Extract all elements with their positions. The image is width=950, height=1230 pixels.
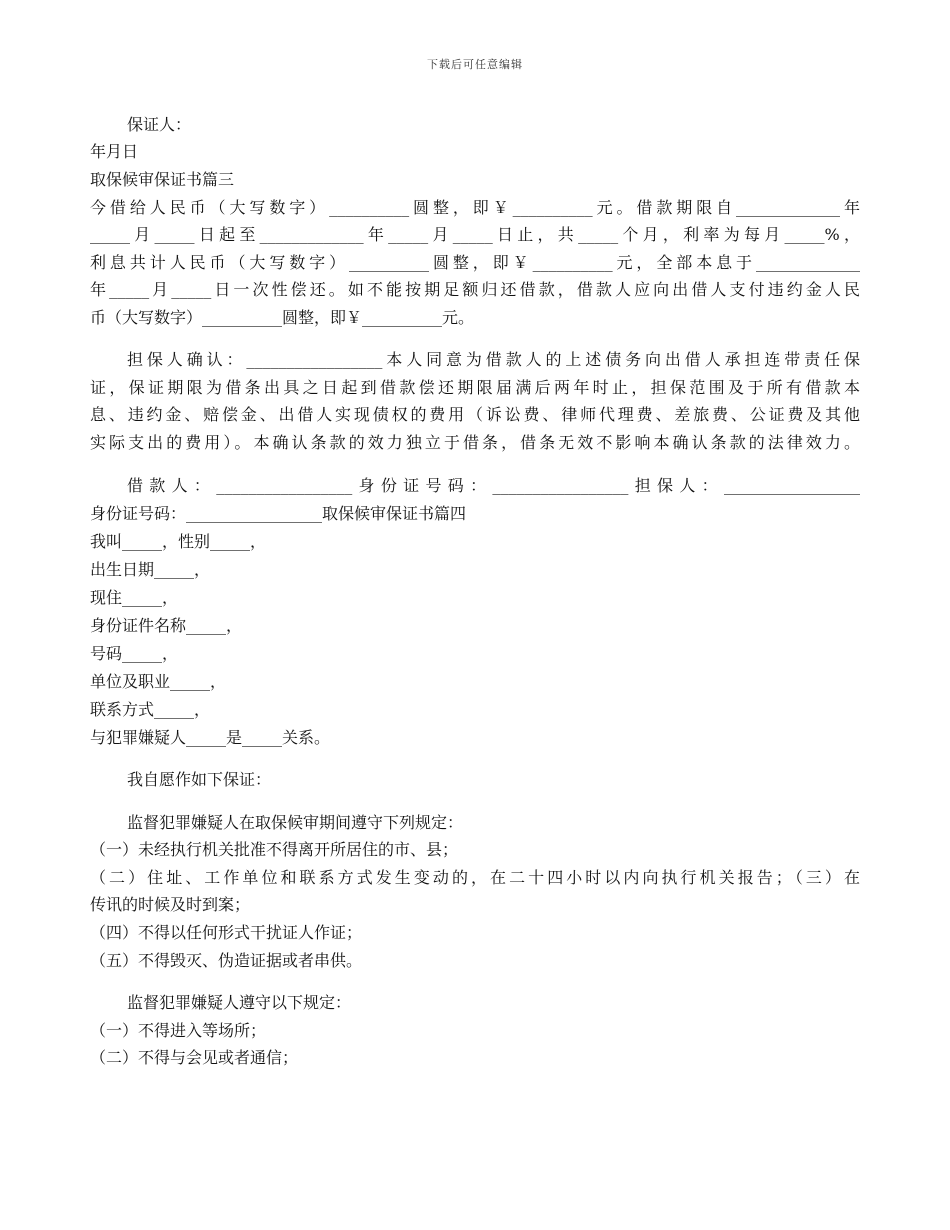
- rule-3-continued: 传讯的时候及时到案；: [90, 895, 251, 914]
- rule-1: （一）未经执行机关批准不得离开所居住的市、县；: [90, 840, 459, 859]
- date-line: 年月日: [90, 142, 139, 161]
- guarantee-paragraph-line-1: 担保人确认：_________________本人同意为借款人的上述债务向出借人承担连带责任保: [127, 350, 860, 369]
- rule-4: （四）不得以任何形式干扰证人作证；: [90, 923, 363, 942]
- loan-paragraph-line-4: 年_____月_____日一次性偿还。如不能按期足额归还借款，借款人应向出借人支付违约金人民: [90, 280, 860, 299]
- birthdate-line: 出生日期_____，: [90, 560, 211, 579]
- rule-b1: （一）不得进入等场所；: [90, 1021, 267, 1040]
- loan-paragraph-line-2: _____月_____日起至_____________年_____月_____日止，共_____个月，利率为每月_____%，: [90, 225, 860, 244]
- rule-5: （五）不得毁灭、伪造证据或者串供。: [90, 951, 363, 970]
- section-title-3: 取保候审保证书篇三: [90, 170, 235, 189]
- rules-heading-2: 监督犯罪嫌疑人遵守以下规定：: [127, 993, 352, 1012]
- contact-line: 联系方式_____，: [90, 700, 211, 719]
- guarantee-paragraph-line-2: 证，保证期限为借条出具之日起到借款偿还期限届满后两年时止，担保范围及于所有借款本: [90, 378, 860, 397]
- relationship-line: 与犯罪嫌疑人_____是_____关系。: [90, 728, 331, 747]
- employer-line: 单位及职业_____，: [90, 672, 227, 691]
- loan-paragraph-line-1: 今借给人民币（大写数字）__________圆整，即￥__________元。借款期限自_____________年: [90, 198, 860, 217]
- rule-b2: （二）不得与会见或者通信；: [90, 1048, 299, 1067]
- page-header: 下载后可任意编辑: [427, 58, 523, 71]
- loan-paragraph-line-3: 利息共计人民币（大写数字）__________圆整，即￥__________元，全部本息于_____________: [90, 253, 860, 272]
- rule-2: （二）住址、工作单位和联系方式发生变动的，在二十四小时以内向执行机关报告；（三）在: [90, 868, 860, 887]
- pledge-intro-line: 我自愿作如下保证：: [127, 770, 272, 789]
- loan-paragraph-line-5: 币（大写数字）__________圆整，即￥__________元。: [90, 308, 475, 327]
- id-number-line: 号码_____，: [90, 644, 179, 663]
- residence-line: 现住_____，: [90, 588, 179, 607]
- signature-line-1: 借款人：_________________身份证号码：_________________担保人：_________________: [127, 476, 860, 495]
- rules-heading-1: 监督犯罪嫌疑人在取保候审期间遵守下列规定：: [127, 813, 464, 832]
- guarantee-paragraph-line-4: 实际支出的费用）。本确认条款的效力独立于借条，借条无效不影响本确认条款的法律效力。: [90, 433, 860, 452]
- name-gender-line: 我叫_____，性别_____，: [90, 532, 267, 551]
- id-type-line: 身份证件名称_____，: [90, 616, 243, 635]
- guarantor-label-line: 保证人：: [127, 115, 192, 134]
- signature-line-2: 身份证号码：_________________取保候审保证书篇四: [90, 504, 467, 523]
- guarantee-paragraph-line-3: 息、违约金、赔偿金、出借人实现债权的费用（诉讼费、律师代理费、差旅费、公证费及其他: [90, 405, 860, 424]
